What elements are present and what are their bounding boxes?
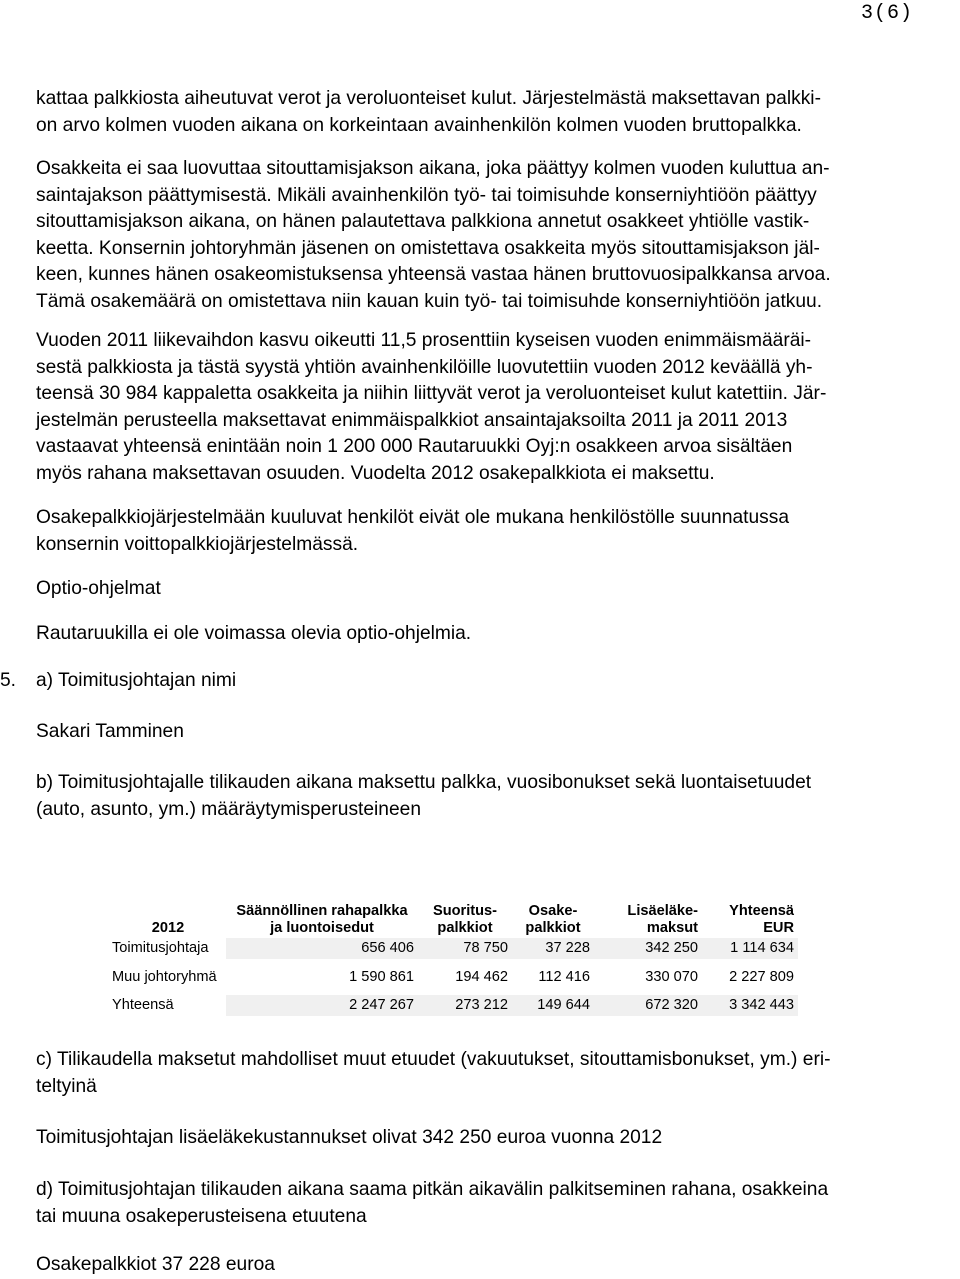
item-a-ceo-name-label: a) Toimitusjohtajan nimi bbox=[36, 670, 237, 691]
table-cell: 656 406 bbox=[226, 938, 418, 959]
table-header-row bbox=[110, 880, 798, 938]
table-cell: 342 250 bbox=[594, 938, 702, 959]
table-cell: 1 114 634 bbox=[702, 938, 798, 959]
paragraph-2011-growth: Vuoden 2011 liikevaihdon kasvu oikeutti 11,5 prosenttiin kyseisen vuoden enimmäismääräi- sestä palkkiosta ja tästä syystä yhtiön avainhenkilöille luovutettiin vuoden 2012 keväällä yh- teensä 30 984 kappaletta osakkeita ja niihin liittyvät verot ja veroluonteiset kulut katettiin. Jär- jestelmän perusteella maksettavat enimmäispalkkiot ansaintajaksoilta 2011 ja 2011 2013 vastaavat yhteensä enintään noin 1 200 000 Rautaruukki Oyj:n osakkeen arvoa sisältäen myös rahana maksettavan osuuden. Vuodelta 2012 osakepalkkiota ei maksettu. bbox=[36, 330, 827, 484]
table-header-year: 2012 bbox=[151, 920, 185, 936]
table-row bbox=[110, 995, 798, 1016]
options-heading: Optio-ohjelmat bbox=[36, 578, 161, 599]
paragraph-profit-sharing: Osakepalkkiojärjestelmään kuuluvat henkilöt eivät ole mukana henkilöstölle suunnatussa konsernin voittopalkkiojärjestelmässä. bbox=[36, 507, 790, 555]
table-cell: 2 227 809 bbox=[729, 968, 794, 985]
table-cell: 78 750 bbox=[418, 938, 512, 959]
page-number: 3(6) bbox=[860, 2, 913, 25]
ceo-name: Sakari Tamminen bbox=[36, 721, 184, 742]
table-cell: 672 320 bbox=[594, 995, 702, 1016]
table-cell: 37 228 bbox=[512, 938, 594, 959]
table-cell: 330 070 bbox=[645, 968, 698, 985]
table-header-performance: Suoritus-palkkiot bbox=[432, 903, 498, 936]
paragraph-commitment-period: Osakkeita ei saa luovuttaa sitouttamisjakson aikana, joka päättyy kolmen vuoden kuluttua an- saintajakson päättymisestä. Mikäli avainhenkilön työ- tai toimisuhde konserniyhtiöön päättyy sitouttamisjakson aikana, on hänen palautettava palkkiona annetut osakkeet yhtiölle vastik- keetta. Konsernin johtoryhmän jäsenen on omistettava osakkeita myös sitouttamisjakson jäl- keen, kunnes hänen osakeomistuksensa yhteensä vastaa hänen bruttovuosipalkkansa arvoa. Tämä osakemäärä on omistettava niin kauan kuin työ- tai toimisuhde konserniyhtiöön jatkuu. bbox=[36, 158, 831, 312]
share-rewards-amount: Osakepalkkiot 37 228 euroa bbox=[36, 1254, 275, 1275]
row-label-total: Yhteensä bbox=[112, 997, 174, 1013]
table-cell: 273 212 bbox=[418, 995, 512, 1016]
table-header-total: Yhteensä EUR bbox=[729, 903, 794, 936]
table-row bbox=[110, 938, 798, 959]
section-number: 5. bbox=[0, 670, 17, 691]
table-header-share-rewards: Osake-palkkiot bbox=[525, 903, 581, 936]
table-header-base-salary: Säännöllinen rahapalkka ja luontoisedut bbox=[236, 903, 408, 936]
table-cell: 2 247 267 bbox=[226, 995, 418, 1016]
options-text: Rautaruukilla ei ole voimassa olevia optio-ohjelmia. bbox=[36, 623, 472, 644]
row-label-ceo: Toimitusjohtaja bbox=[112, 940, 209, 956]
item-d-long-term-rewards: d) Toimitusjohtajan tilikauden aikana saama pitkän aikavälin palkitseminen rahana, osakkeina tai muuna osakeperusteisena etuutena bbox=[36, 1179, 829, 1227]
remuneration-table bbox=[110, 880, 798, 1016]
table-cell: 149 644 bbox=[512, 995, 594, 1016]
item-c-other-benefits: c) Tilikaudella maksetut mahdolliset muut etuudet (vakuutukset, sitouttamisbonukset, ym.) eri- teltyinä bbox=[36, 1049, 831, 1097]
table-cell: 112 416 bbox=[538, 968, 590, 985]
table-header-pension: Lisäeläke-maksut bbox=[627, 903, 698, 936]
table-row bbox=[110, 959, 798, 995]
paragraph-reward-costs: kattaa palkkiosta aiheutuvat verot ja veroluonteiset kulut. Järjestelmästä maksettavan palkki- on arvo kolmen vuoden aikana on korkeintaan avainhenkilön kolmen vuoden bruttopalkka. bbox=[36, 88, 821, 136]
table-cell: 194 462 bbox=[455, 968, 508, 985]
item-b-salary-description: b) Toimitusjohtajalle tilikauden aikana maksettu palkka, vuosibonukset sekä luontaisetuudet (auto, asunto, ym.) määräytymisperusteineen bbox=[36, 772, 812, 820]
table-cell: 1 590 861 bbox=[349, 968, 414, 985]
ceo-pension-costs: Toimitusjohtajan lisäeläkekustannukset olivat 342 250 euroa vuonna 2012 bbox=[36, 1127, 663, 1148]
table-cell: 3 342 443 bbox=[702, 995, 798, 1016]
row-label-management: Muu johtoryhmä bbox=[112, 969, 217, 985]
